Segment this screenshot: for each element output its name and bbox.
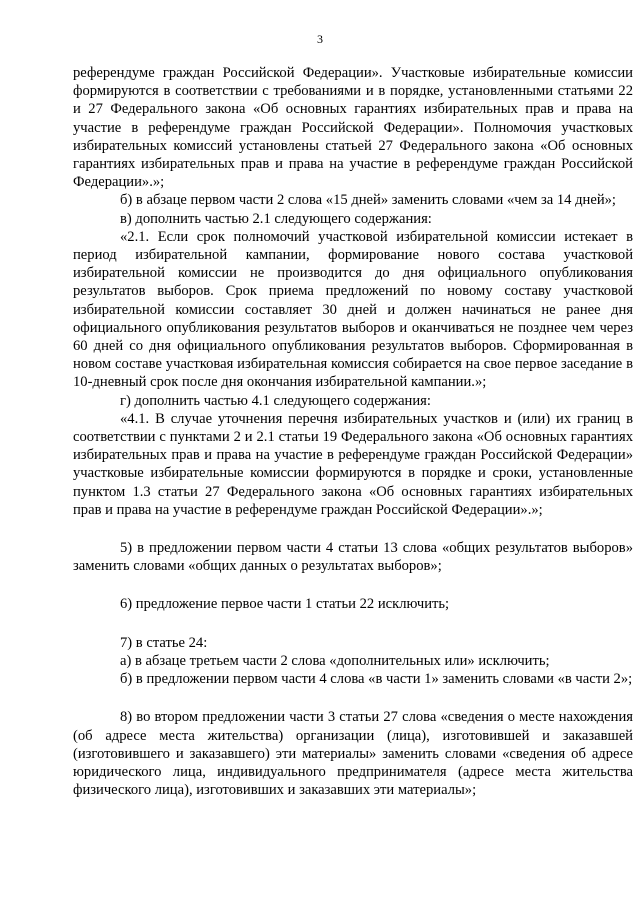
- document-body: [73, 64, 633, 799]
- paragraph-item-b: б) в абзаце первом части 2 слова «15 дней» заменить словами «чем за 14 дней»;: [120, 192, 616, 209]
- paragraph-quote-4-1: «4.1. В случае уточнения перечня избирательных участков и (или) их границ в соответствии с пунктами 2 и 2.1 статьи 19 Федерального закона «Об основных гарантиях избирательных прав и права на участие в референдуме граждан Российской Федерации» участковые избирательные комиссии формируются в порядке и сроки, установленные пунктом 1.3 статьи 27 Федерального закона «Об основных гарантиях избирательных прав и права на участие в референдуме граждан Российской Федерации».»;: [73, 410, 633, 518]
- paragraph-item-7b: б) в предложении первом части 4 слова «в части 1» заменить словами «в части 2»;: [120, 671, 633, 688]
- paragraph-item-v: в) дополнить частью 2.1 следующего содержания:: [120, 210, 432, 227]
- spacer: [73, 614, 633, 634]
- paragraph-item-g: г) дополнить частью 4.1 следующего содержания:: [120, 392, 431, 409]
- page-number: 3: [317, 32, 323, 46]
- paragraph-item-7a: а) в абзаце третьем части 2 слова «дополнительных или» исключить;: [120, 652, 550, 669]
- paragraph-item-8: 8) во втором предложении части 3 статьи 27 слова «сведения о месте нахождения (об адресе места жительства) организации (лица), изготовившей и заказавшей (изготовившего и заказавшего) эти материалы» заменить словами «сведения об адресе юридического лица, индивидуального предпринимателя (адресе места жительства физического лица), изготовивших и заказавших эти материалы»;: [73, 709, 633, 799]
- paragraph-item-6: 6) предложение первое части 1 статьи 22 исключить;: [120, 596, 450, 613]
- spacer: [73, 688, 633, 708]
- paragraph-quote-2-1: «2.1. Если срок полномочий участковой избирательной комиссии истекает в период избирательной кампании, формирование нового состава участковой избирательной комиссии не производится до дня официального опубликования результатов выборов. Срок приема предложений по новому составу участковой избирательной комиссии составляет 30 дней и должен начинаться не ранее дня официального опубликования результатов выборов и оканчиваться не позднее чем через 60 дней со дня официального опубликования результатов выборов. Сформированная в новом составе участковая избирательная комиссия собирается на свое первое заседание в 10-дневный срок после дня окончания избирательной кампании.»;: [73, 228, 633, 391]
- paragraph-continuation: референдуме граждан Российской Федерации». Участковые избирательные комиссии формируются в соответствии с требованиями и в порядке, установленными статьями 22 и 27 Федерального закона «Об основных гарантиях избирательных прав и права на участие в референдуме граждан Российской Федерации». Полномочия участковых избирательных комиссий установлены статьей 27 Федерального закона «Об основных гарантиях избирательных прав и права на участие в референдуме граждан Российской Федерации».»;: [73, 65, 633, 191]
- paragraph-item-5: 5) в предложении первом части 4 статьи 13 слова «общих результатов выборов» заменить словами «общих данных о результатах выборов»;: [73, 540, 633, 575]
- spacer: [73, 575, 633, 595]
- spacer: [73, 519, 633, 539]
- paragraph-item-7: 7) в статье 24:: [120, 634, 208, 651]
